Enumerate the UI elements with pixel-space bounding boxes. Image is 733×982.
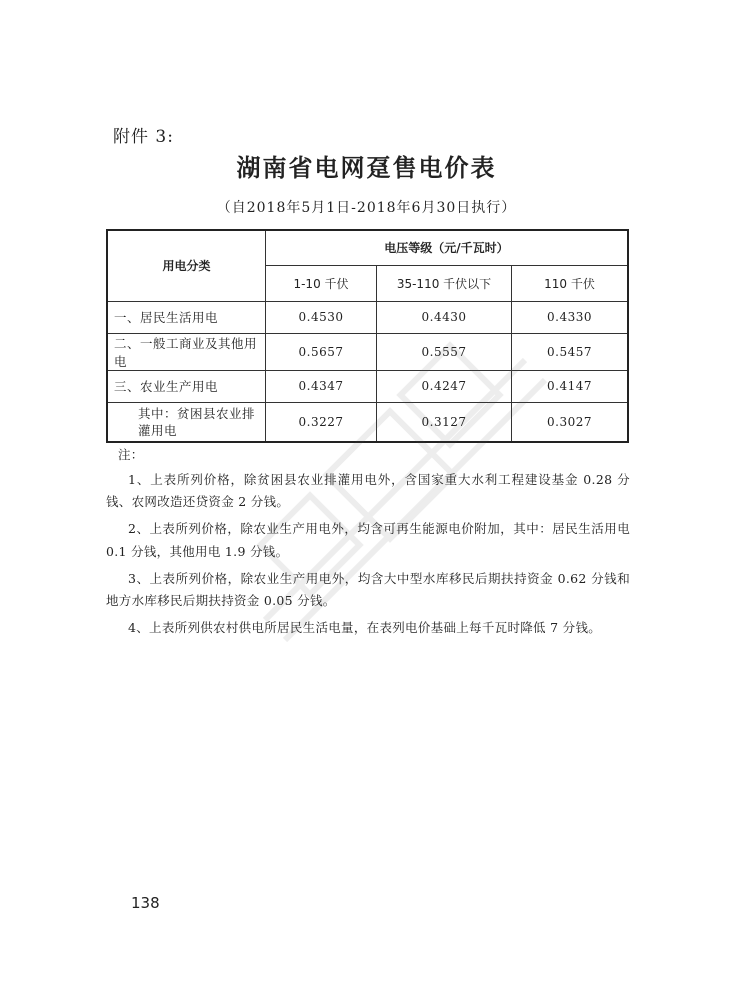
table-row — [107, 301, 628, 333]
page-title: 湖南省电网趸售电价表 — [236, 153, 497, 182]
page-number: 138 — [131, 894, 160, 912]
row-category: 三、农业生产用电 — [107, 370, 266, 402]
price-cell: 0.4347 — [266, 370, 377, 402]
price-cell: 0.4530 — [266, 301, 377, 333]
note-item: 1、上表所列价格，除贫困县农业排灌用电外，含国家重大水利工程建设基金 0.28 分钱、农网改造还贷资金 2 分钱。 — [106, 471, 630, 509]
price-table — [106, 229, 629, 443]
price-cell: 0.3027 — [512, 402, 629, 442]
price-cell: 0.4430 — [377, 301, 512, 333]
note-item: 3、上表所列价格，除农业生产用电外，均含大中型水库移民后期扶持资金 0.62 分钱和地方水库移民后期扶持资金 0.05 分钱。 — [106, 570, 630, 608]
voltage-level-header: 1-10 千伏 — [266, 265, 377, 301]
price-cell: 0.3127 — [377, 402, 512, 442]
price-cell: 0.5657 — [266, 333, 377, 370]
price-cell: 0.5457 — [512, 333, 629, 370]
effective-period: （自2018年5月1日-2018年6月30日执行） — [216, 200, 517, 216]
notes-label: 注： — [118, 447, 144, 462]
voltage-level-header: 110 千伏 — [512, 265, 629, 301]
price-cell: 0.4147 — [512, 370, 629, 402]
voltage-level-header: 35-110 千伏以下 — [377, 265, 512, 301]
table-row — [107, 370, 628, 402]
notes-section — [106, 444, 630, 644]
table-row — [107, 402, 628, 442]
price-cell: 0.3227 — [266, 402, 377, 442]
attachment-label: 附件 3: — [113, 127, 174, 147]
voltage-header: 电压等级（元/千瓦时） — [266, 230, 629, 265]
row-category: 一、居民生活用电 — [107, 301, 266, 333]
price-cell: 0.4330 — [512, 301, 629, 333]
row-category: 二、一般工商业及其他用电 — [107, 333, 266, 370]
category-header: 用电分类 — [107, 230, 266, 301]
note-item: 4、上表所列供农村供电所居民生活电量，在表列电价基础上每千瓦时降低 7 分钱。 — [128, 620, 602, 635]
table-row — [107, 333, 628, 370]
row-category: 其中：贫困县农业排灌用电 — [107, 402, 266, 442]
note-item: 2、上表所列价格，除农业生产用电外，均含可再生能源电价附加，其中：居民生活用电 0.1 分钱，其他用电 1.9 分钱。 — [106, 521, 630, 559]
price-cell: 0.4247 — [377, 370, 512, 402]
price-cell: 0.5557 — [377, 333, 512, 370]
